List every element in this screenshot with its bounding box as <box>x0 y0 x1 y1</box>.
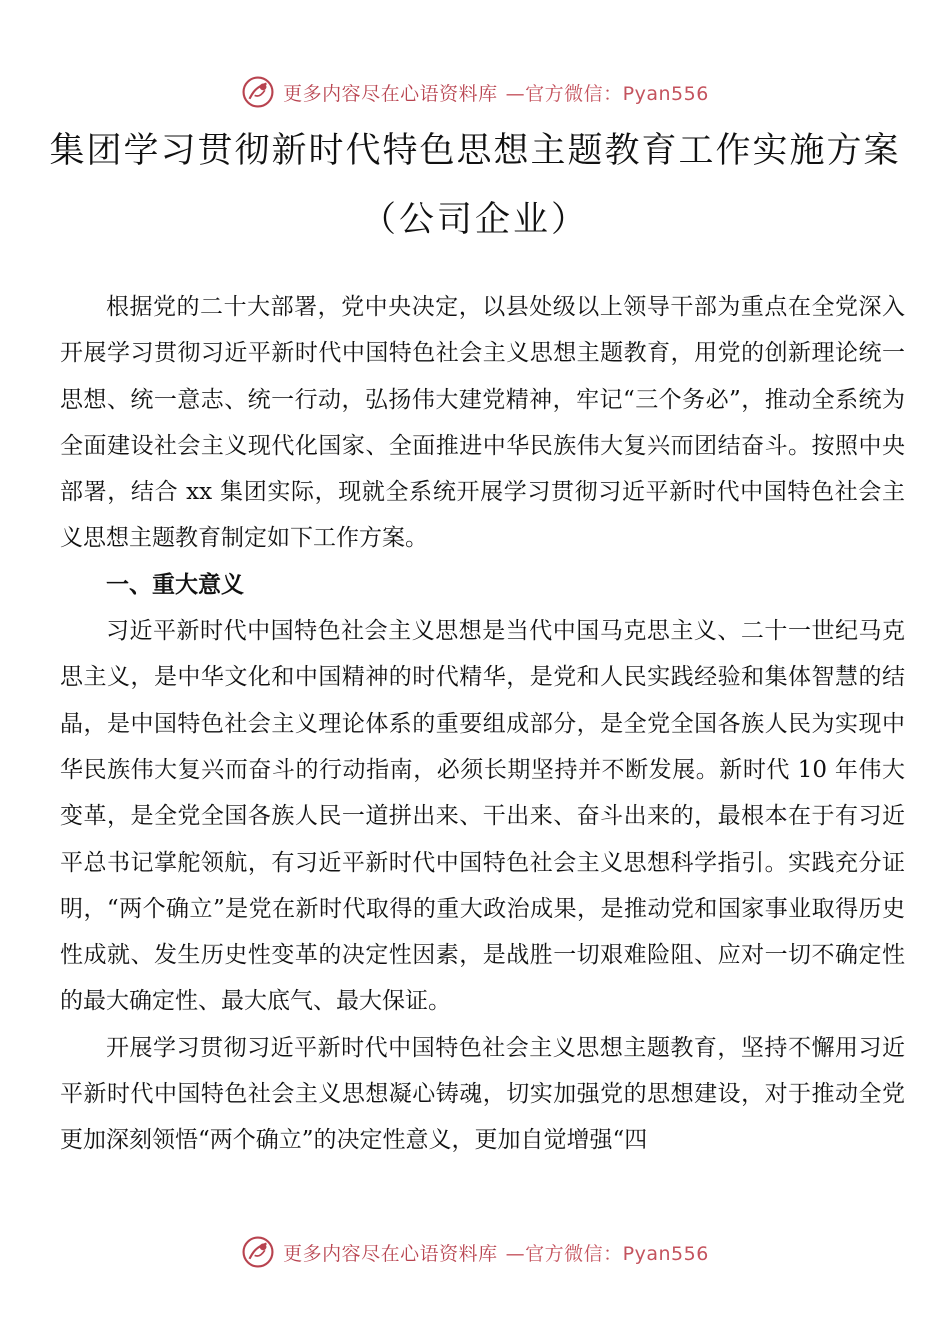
watermark-footer <box>0 1232 950 1272</box>
intro-paragraph: 根据党的二十大部署，党中央决定，以县处级以上领导干部为重点在全党深入开展学习贯彻习近平新时代中国特色社会主义思想主题教育，用党的创新理论统一思想、统一意志、统一行动，弘扬伟大建党精神，牢记“三个务必”，推动全系统为全面建设社会主义现代化国家、全面推进中华民族伟大复兴而团结奋斗。按照中央部署，结合 xx 集团实际，现就全系统开展学习贯彻习近平新时代中国特色社会主义思想主题教育制定如下工作方案。 <box>60 294 905 552</box>
watermark-text: 更多内容尽在心语资料库 <box>283 82 498 105</box>
document-title: 集团学习贯彻新时代特色思想主题教育工作实施方案 <box>49 131 901 171</box>
watermark-contact: —官方微信：Pyan556 <box>505 82 709 105</box>
watermark-text: 更多内容尽在心语资料库 <box>283 1242 498 1265</box>
section-heading: 一、重大意义 <box>106 571 244 598</box>
flower-logo-icon <box>241 75 275 109</box>
watermark-contact: —官方微信：Pyan556 <box>505 1242 709 1265</box>
body-paragraph: 开展学习贯彻习近平新时代中国特色社会主义思想主题教育，坚持不懈用习近平新时代中国特色社会主义思想凝心铸魂，切实加强党的思想建设，对于推动全党更加深刻领悟“两个确立”的决定性意义，更加自觉增强“四 <box>60 1034 905 1154</box>
document-body <box>60 284 905 1164</box>
watermark-header <box>0 72 950 112</box>
body-paragraph: 习近平新时代中国特色社会主义思想是当代中国马克思主义、二十一世纪马克思主义，是中华文化和中国精神的时代精华，是党和人民实践经验和集体智慧的结晶，是中国特色社会主义理论体系的重要组成部分，是全党全国各族人民为实现中华民族伟大复兴而奋斗的行动指南，必须长期坚持并不断发展。新时代 10 年伟大变革，是全党全国各族人民一道拼出来、干出来、奋斗出来的，最根本在于有习近平总书记掌舵领航，有习近平新时代中国特色社会主义思想科学指引。实践充分证明，“两个确立”是党在新时代取得的重大政治成果，是推动党和国家事业取得历史性成就、发生历史性变革的决定性因素，是战胜一切艰难险阻、应对一切不确定性的最大确定性、最大底气、最大保证。 <box>60 618 905 1015</box>
flower-logo-icon <box>241 1235 275 1269</box>
document-subtitle: （公司企业） <box>360 200 589 240</box>
